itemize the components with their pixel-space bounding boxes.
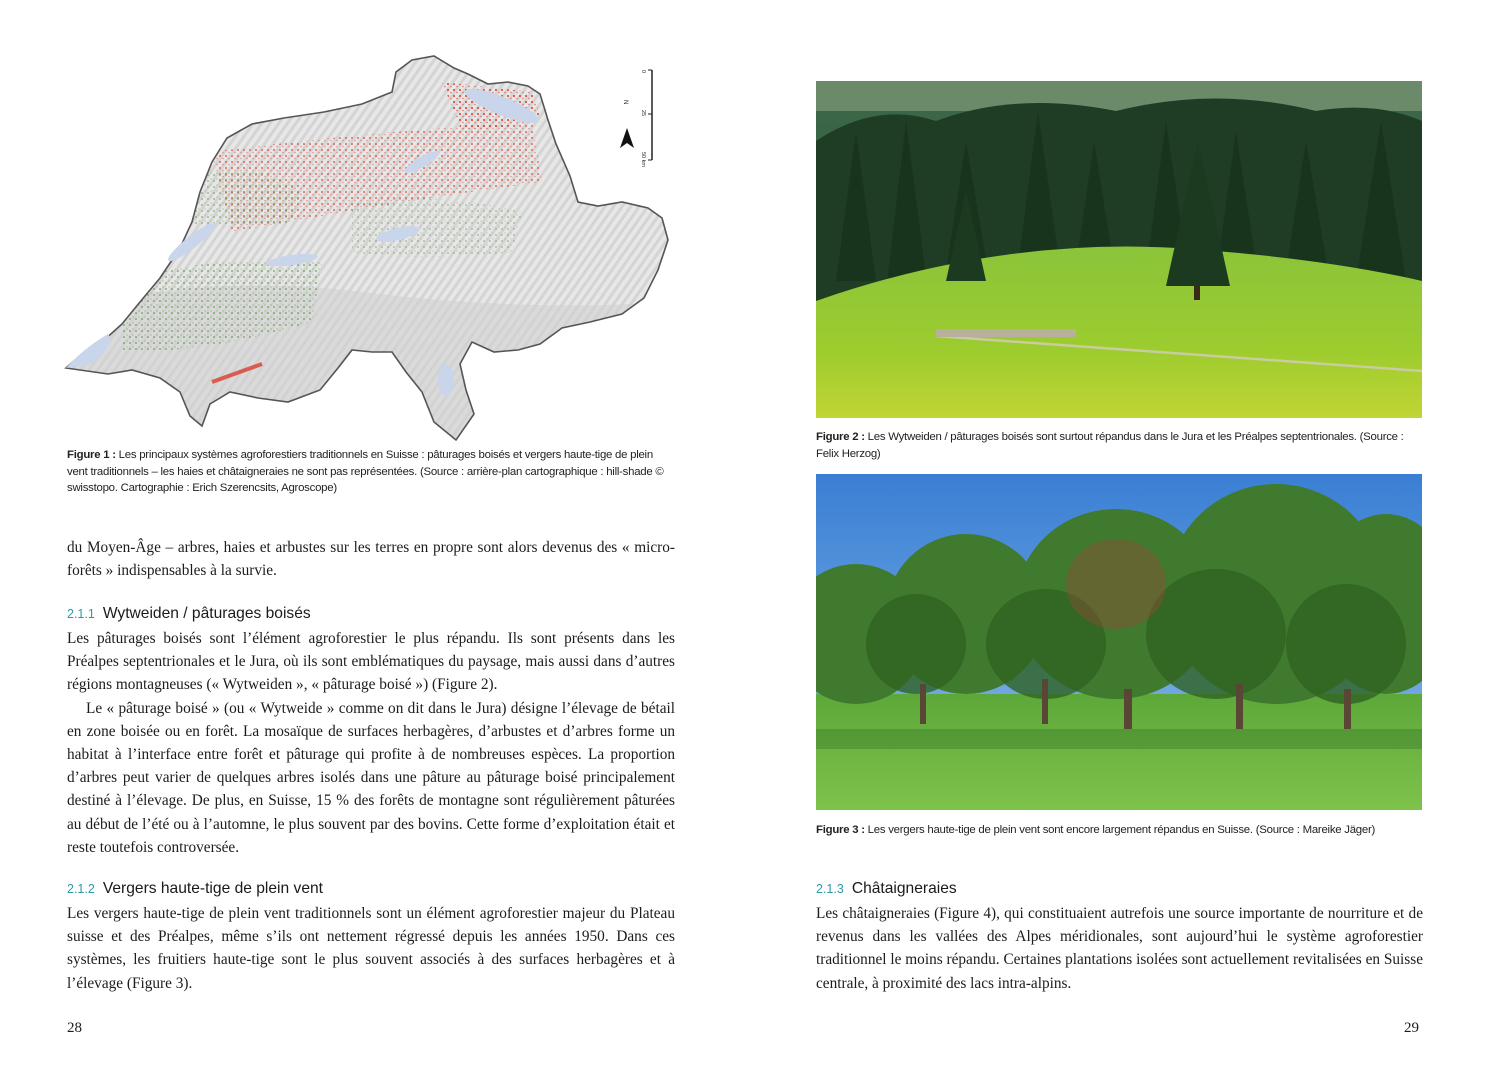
- paragraph: Les vergers haute-tige de plein vent traditionnels sont un élément agroforestier majeur du Plateau suisse et des Préalpes, même s’ils ont nettement régressé depuis les années 1950. Dans ces systèmes, les fruitiers haute-tige sont le plus souvent associés à des surfaces herbagères et à l’élevage (Figure 3).: [67, 905, 675, 992]
- paragraph: Les châtaigneraies (Figure 4), qui constituaient autrefois une source importante de nourriture et de revenus dans les vallées des Alpes méridionales, sont aujourd’hui le système agroforestier traditionnel le moins répandu. Certaines plantations isolées sont actuellement revitalisées en Suisse centrale, à proximité des lacs intra-alpins.: [816, 905, 1423, 992]
- scale-label-0: 0: [640, 70, 646, 74]
- switzerland-map: [62, 52, 674, 444]
- figure-2-text: Les Wytweiden / pâturages boisés sont surtout répandus dans le Jura et les Préalpes septentrionales. (Source : Felix Herzog): [816, 431, 1404, 460]
- figure-2-caption: [816, 429, 1422, 462]
- figure-1-caption: [67, 447, 667, 497]
- figure-2-label: Figure 2 :: [816, 431, 865, 443]
- page-number-right: 29: [1404, 1020, 1419, 1036]
- section-2-1-2-body: [67, 902, 675, 995]
- scale-bar: [640, 70, 652, 167]
- figure-1-label: Figure 1 :: [67, 449, 116, 461]
- section-number: 2.1.3: [816, 882, 844, 896]
- north-label: N: [622, 100, 628, 105]
- figure-1-text: Les principaux systèmes agroforestiers traditionnels en Suisse : pâturages boisés et vergers haute-tige de plein vent traditionnels – les haies et châtaigneraies ne sont pas représentées. (Source : arrière-plan cartographique : hill-shade © swisstopo. Cartographie : Erich Szerencsits, Agroscope): [67, 449, 664, 494]
- section-title: Vergers haute-tige de plein vent: [102, 880, 324, 897]
- wooded-pasture-photo: [816, 81, 1422, 418]
- north-arrow: [620, 100, 634, 148]
- section-number: 2.1.1: [67, 607, 95, 621]
- section-2-1-1-body: [67, 627, 675, 859]
- scale-label-25: 25: [640, 110, 646, 117]
- orchard-photo: [816, 474, 1422, 810]
- scale-label-50: 50 km: [640, 152, 646, 167]
- figure-3-caption: [816, 822, 1422, 839]
- figure-3-text: Les vergers haute-tige de plein vent sont encore largement répandus en Suisse. (Source : Mareike Jäger): [864, 824, 1376, 836]
- section-title: Châtaigneraies: [851, 880, 957, 897]
- paragraph: Les pâturages boisés sont l’élément agroforestier le plus répandu. Ils sont présents dans les Préalpes septentrionales et le Jura, où ils sont emblématiques du paysage, mais aussi dans d’autres régions montagneuses (« Wytweiden », « pâturage boisé ») (Figure 2).: [67, 630, 675, 694]
- paragraph: Le « pâturage boisé » (ou « Wytweide » comme on dit dans le Jura) désigne l’élevage de bétail en zone boisée ou en forêt. La mosaïque de surfaces herbagères, d’arbustes et d’arbres forme un habitat à l’interface entre forêt et pâturage qui profite à de nombreuses espèces. La proportion d’arbres peut varier de quelques arbres isolés dans une pâture au pâturage boisé principalement destiné à l’élevage. De plus, en Suisse, 15 % des forêts de montagne sont régulièrement pâturées au début de l’été ou à l’automne, le plus souvent par des bovins. Cette forme d’exploitation était et reste toutefois controversée.: [67, 699, 675, 856]
- section-heading-2-1-3: [816, 880, 957, 898]
- section-heading-2-1-2: [67, 880, 323, 898]
- section-title: Wytweiden / pâturages boisés: [102, 605, 311, 622]
- intro-text: du Moyen-Âge – arbres, haies et arbustes sur les terres en propre sont alors devenus des « micro-forêts » indispensables à la survie.: [67, 539, 675, 580]
- section-number: 2.1.2: [67, 882, 95, 896]
- page-number-left: 28: [67, 1020, 82, 1036]
- section-heading-2-1-1: [67, 605, 311, 623]
- figure-3-label: Figure 3 :: [816, 824, 865, 836]
- section-2-1-3-body: [816, 902, 1423, 995]
- switzerland-map-figure: [62, 52, 674, 444]
- intro-paragraph: [67, 536, 675, 582]
